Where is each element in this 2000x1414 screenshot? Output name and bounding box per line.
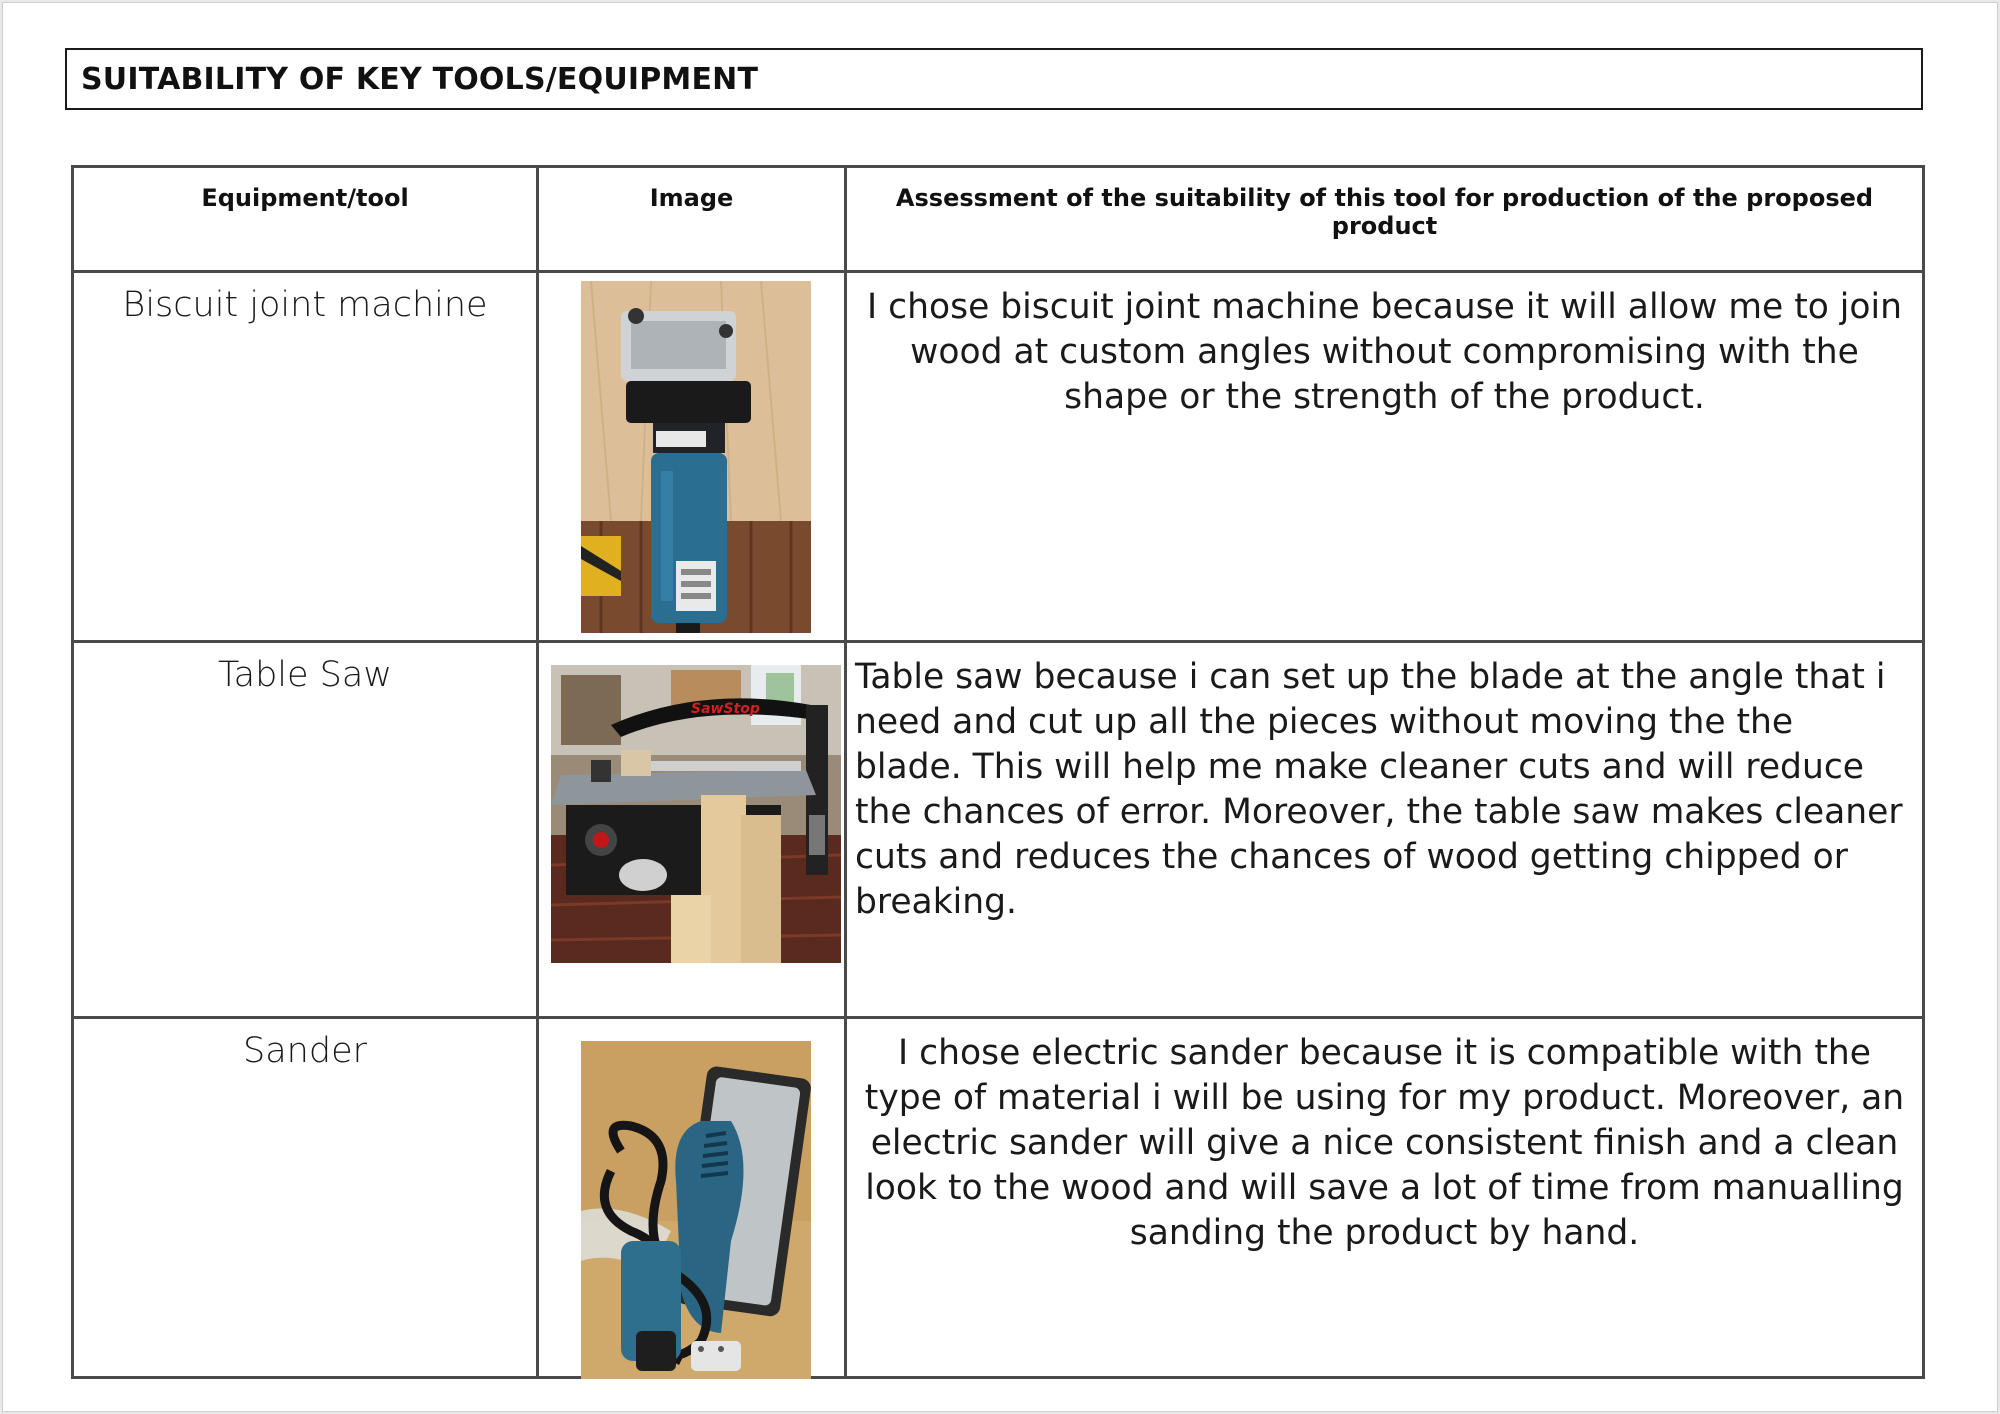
tool-cell bbox=[73, 1018, 538, 1378]
page-title: SUITABILITY OF KEY TOOLS/EQUIPMENT bbox=[81, 61, 759, 97]
electric-sander-photo bbox=[581, 1041, 811, 1379]
document-page bbox=[2, 2, 1998, 1412]
table-row bbox=[73, 272, 1924, 642]
header-assessment: Assessment of the suitability of this tool for production of the proposed product bbox=[846, 167, 1924, 272]
assessment-text: Table saw because i can set up the blade at the angle that i need and cut up all the pieces without moving the the blade. This will help me make cleaner cuts and will reduce the chances of error. Moreover, the table saw makes cleaner cuts and reduces the chances of wood getting chipped or breaking. bbox=[855, 657, 1903, 922]
tool-name: Biscuit joint machine bbox=[122, 285, 488, 325]
image-cell bbox=[538, 1018, 846, 1378]
tool-name: Table Saw bbox=[218, 655, 392, 695]
table-row bbox=[73, 1018, 1924, 1378]
assessment-text: I chose electric sander because it is compatible with the type of material i will be using for my product. Moreover, an electric sander will give a nice consistent finish and a clean look to the wood and will save a lot of time from manualling sanding the product by hand. bbox=[864, 1033, 1905, 1253]
table-row bbox=[73, 642, 1924, 1018]
assessment-cell bbox=[846, 272, 1924, 642]
assessment-text: I chose biscuit joint machine because it will allow me to join wood at custom angles without compromising with the shape or the strength of the product. bbox=[867, 287, 1902, 417]
table-header-row bbox=[73, 167, 1924, 272]
tool-cell bbox=[73, 272, 538, 642]
header-equipment: Equipment/tool bbox=[73, 167, 538, 272]
biscuit-joiner-photo bbox=[581, 281, 811, 633]
image-cell bbox=[538, 642, 846, 1018]
image-cell bbox=[538, 272, 846, 642]
title-box bbox=[65, 48, 1923, 110]
table-saw-photo bbox=[551, 665, 841, 963]
tool-cell bbox=[73, 642, 538, 1018]
assessment-cell bbox=[846, 642, 1924, 1018]
assessment-cell bbox=[846, 1018, 1924, 1378]
sawstop-brand: SawStop bbox=[691, 701, 760, 717]
tools-table bbox=[71, 165, 1925, 1379]
tool-name: Sander bbox=[243, 1031, 367, 1071]
header-image: Image bbox=[538, 167, 846, 272]
